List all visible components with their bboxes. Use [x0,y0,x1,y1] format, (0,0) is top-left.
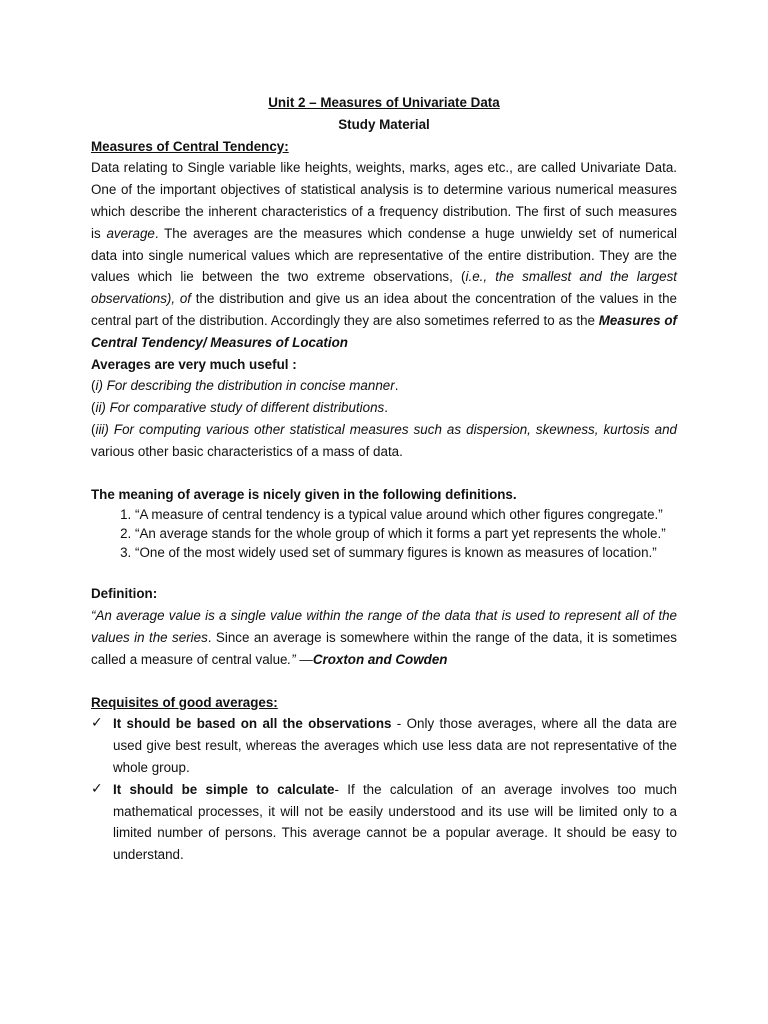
quote-author: Croxton and Cowden [312,651,448,667]
unit-title: Unit 2 – Measures of Univariate Data [268,95,500,110]
requisite-2-text: - If the calculation of an average involves too much mathematical processes, it will not be easily understood and its use will be limited only to a limited number of persons. This average cannot be a popular average. It should be easy to understand. [113,781,677,863]
useful-item-3-num: iii [95,421,105,437]
checkmark-icon: ✓ [91,780,103,797]
definition-item-3: 3. “One of the most widely used set of summary figures is known as measures of location.” [135,543,677,562]
quote-b: . Since an average is somewhere within the range of the data, it is sometimes called a measure of central value [91,629,677,667]
useful-item-2-end: . [384,400,388,416]
definition-item-1: 1. “A measure of central tendency is a typical value around which other figures congregate.” [135,505,677,524]
requisites-heading: Requisites of good averages: [91,694,278,710]
requisite-item-2 [91,779,677,866]
useful-item-1-text: For describing the distribution in concise manner [106,378,395,394]
p1-text-c: the distribution and give us an idea about the concentration of the values in the central part of the distribution. Accordingly they are also sometimes referred to as the [91,291,677,328]
useful-item-1: (i) For describing the distribution in concise manner. [91,378,399,394]
central-tendency-heading: Measures of Central Tendency: [91,138,289,154]
requisite-2-bold: It should be simple to calculate [113,781,335,797]
requisite-item-1 [91,713,677,778]
useful-item-2-text: For comparative study of different distributions [109,400,385,416]
definition-quote [91,605,677,670]
p1-average: average [106,225,155,241]
p1-term: Measures of Central Tendency/ Measures of Location [91,312,677,350]
definition-item-2: 2. “An average stands for the whole group of which it forms a part yet represents the whole.” [135,524,677,543]
useful-item-1-num: i [95,378,99,394]
requisites-list [91,713,677,866]
definition-heading: Definition: [91,586,158,602]
central-tendency-paragraph [91,157,677,353]
useful-item-3-text: For computing various other statistical measures such as dispersion, skewness, kurtosis and [113,421,678,437]
useful-item-2: (ii) For comparative study of different distributions. [91,400,388,416]
study-material-subtitle: Study Material [338,116,430,132]
definitions-heading: The meaning of average is nicely given in the following definitions. [91,486,517,502]
useful-item-3-end: various other basic characteristics of a mass of data. [91,443,403,459]
p1-text-a: Data relating to Single variable like heights, weights, marks, ages etc., are called Univariate Data. One of the important objectives of statistical analysis is to determine various numerical measures which describe the inherent characteristics of a frequency distribution. The first of such measures is [91,160,677,241]
useful-item-3: (iii) For computing various other statistical measures such as dispersion, skewness, kurtosis and various other basic characteristics of a mass of data. [91,421,678,459]
p1-text-b: . The averages are the measures which condense a huge unwieldy set of numerical data into single numerical values which are representative of the entire distribution. They are the values which lie between the two extreme observations, ( [91,225,677,285]
requisite-1-text: - Only those averages, where all the data are used give best result, whereas the averages which use less data are not representative of the whole group. [113,716,677,775]
quote-a: “An average value is a single value within the range of the data that is used to represent all of the values in the series [91,608,677,645]
useful-heading: Averages are very much useful : [91,356,297,372]
definitions-list [91,505,677,562]
useful-item-2-num: ii [95,400,102,416]
checkmark-icon: ✓ [91,715,103,732]
requisite-1-bold: It should be based on all the observations [113,716,392,732]
p1-ie: i.e., the smallest and the largest observations), of [91,269,677,307]
quote-c: .” — [287,651,313,667]
useful-item-1-end: . [394,378,399,394]
